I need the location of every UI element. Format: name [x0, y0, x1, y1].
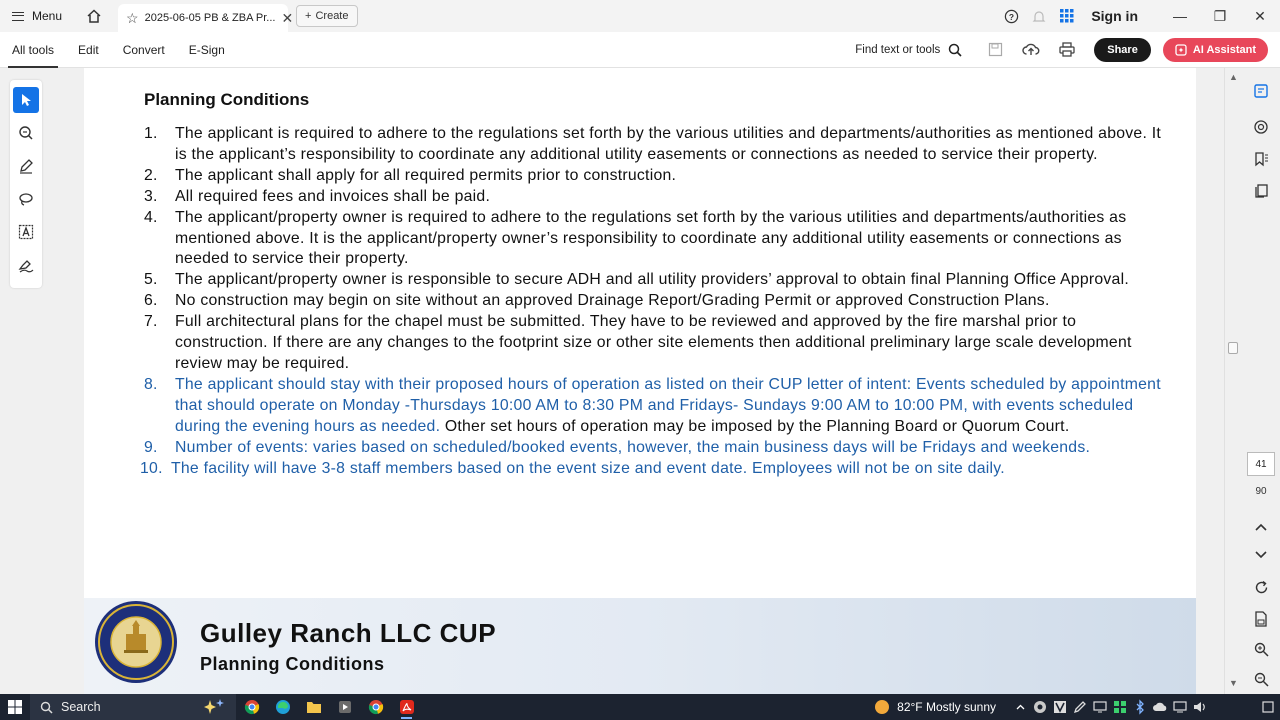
bluetooth-icon[interactable]	[1130, 694, 1150, 720]
apps-grid-icon[interactable]	[1053, 0, 1081, 32]
scroll-up-icon[interactable]: ▲	[1229, 72, 1238, 82]
ai-summary-icon[interactable]	[1250, 80, 1272, 102]
create-button[interactable]	[296, 5, 357, 27]
highlight-pen-icon[interactable]	[13, 153, 39, 179]
sign-in-button[interactable]: Sign in	[1091, 8, 1138, 24]
item-number: 10.	[140, 459, 163, 477]
weather-text: 82°F Mostly sunny	[897, 700, 996, 714]
chevron-up-icon[interactable]	[1250, 516, 1272, 538]
save-icon[interactable]	[980, 35, 1010, 65]
security-tray-icon[interactable]	[1110, 694, 1130, 720]
title-bar	[0, 0, 1280, 32]
item-number: 3.	[144, 187, 158, 205]
item-number: 7.	[144, 313, 158, 331]
banner-title: Gulley Ranch LLC CUP	[200, 618, 497, 648]
taskbar-search-box[interactable]	[30, 694, 236, 720]
hamburger-icon	[12, 12, 24, 21]
star-icon[interactable]: ☆	[126, 9, 139, 26]
plus-icon: +	[305, 10, 312, 22]
home-icon	[86, 8, 102, 24]
pdf-page	[84, 68, 1196, 694]
tab-e-sign[interactable]: E-Sign	[188, 42, 225, 57]
slide-footer-banner	[84, 598, 1196, 694]
ai-assistant-button[interactable]	[1163, 38, 1268, 62]
item-number: 8.	[144, 375, 158, 393]
list-item	[144, 208, 1164, 271]
item-text-plain: Other set hours of operation may be imposed by the Planning Board or Quorum Court.	[440, 417, 1070, 435]
cloud-tray-icon[interactable]	[1150, 694, 1170, 720]
item-text: Full architectural plans for the chapel must be submitted. They have to be reviewed and approved by the fire marshal prior to construction. If there are any changes to the footprint size or other site elements then additional preliminary large scale development review may be required.	[175, 313, 1132, 372]
main-toolbar	[0, 32, 1280, 68]
help-icon[interactable]	[997, 0, 1025, 32]
comment-zoom-icon[interactable]	[13, 120, 39, 146]
chevron-down-icon[interactable]	[1250, 544, 1272, 566]
home-button[interactable]	[78, 0, 110, 32]
list-item	[144, 375, 1164, 438]
item-text: No construction may begin on site without an approved Drainage Report/Grading Permit or approved Construction Plans.	[175, 292, 1050, 310]
ai-sparkle-icon	[1175, 44, 1187, 56]
item-text: Number of events: varies based on scheduled/booked events, however, the main business days will be Fridays and weekends.	[175, 438, 1091, 456]
refresh-icon[interactable]	[1250, 576, 1272, 598]
item-text: The applicant/property owner is responsible to secure ADH and all utility providers’ approval to obtain final Planning Office Approval.	[175, 271, 1129, 289]
tray-app-icon[interactable]	[1030, 694, 1050, 720]
search-label: Search	[61, 700, 101, 714]
search-icon	[948, 43, 962, 57]
item-number: 4.	[144, 208, 158, 226]
list-item	[144, 166, 1164, 187]
list-item	[144, 124, 1164, 166]
find-tools-button[interactable]	[855, 43, 962, 57]
document-tab[interactable]	[118, 4, 294, 32]
file-explorer-taskbar-icon[interactable]	[298, 694, 329, 720]
item-number: 1.	[144, 125, 158, 142]
pages-copy-icon[interactable]	[1250, 180, 1272, 202]
chrome-taskbar-icon-2[interactable]	[360, 694, 391, 720]
system-tray	[873, 694, 1280, 720]
zoom-in-icon[interactable]	[1250, 638, 1272, 660]
page-save-icon[interactable]	[1250, 608, 1272, 630]
volume-icon[interactable]	[1190, 694, 1210, 720]
item-text: The applicant is required to adhere to the regulations set forth by the various utilities and departments/authorities as mentioned above. It is the applicant’s responsibility to coordinate any additional utility easements or connections as needed to service their property.	[175, 125, 1162, 163]
banner-subtitle: Planning Conditions	[200, 654, 385, 674]
tab-edit[interactable]: Edit	[78, 42, 99, 57]
maximize-button[interactable]: ❐	[1213, 7, 1227, 24]
scroll-down-icon[interactable]: ▼	[1229, 678, 1238, 688]
item-text: The applicant/property owner is required to adhere to the regulations set forth by the various utilities and departments/authorities as mentioned above. It is the applicant/property owner’s responsibility to coordinate any additional utility easements or connections as needed to service their property.	[175, 208, 1127, 268]
scroll-thumb[interactable]	[1228, 342, 1238, 354]
tab-all-tools[interactable]: All tools	[0, 32, 66, 68]
item-number: 6.	[144, 292, 158, 310]
page-heading: Planning Conditions	[144, 90, 310, 109]
minimize-button[interactable]: —	[1173, 8, 1187, 24]
zoom-out-icon[interactable]	[1250, 668, 1272, 690]
list-item	[140, 459, 1164, 480]
sun-icon	[873, 698, 891, 716]
conditions-list	[140, 124, 1164, 479]
list-item	[144, 270, 1164, 291]
list-item	[144, 187, 1164, 208]
menu-label: Menu	[32, 9, 63, 23]
ai-assistant-label: AI Assistant	[1192, 43, 1256, 56]
bookmark-icon[interactable]	[1250, 148, 1272, 170]
chevron-up-tray-icon[interactable]	[1010, 694, 1030, 720]
comment-icon[interactable]	[1250, 116, 1272, 138]
search-icon	[40, 701, 53, 714]
item-number: 5.	[144, 271, 158, 289]
network-icon[interactable]	[1170, 694, 1190, 720]
acrobat-taskbar-icon[interactable]	[391, 694, 422, 720]
left-tool-rail	[0, 68, 84, 694]
quick-tools-panel	[10, 80, 42, 288]
edge-taskbar-icon[interactable]	[267, 694, 298, 720]
windows-taskbar	[0, 694, 1280, 720]
select-cursor-icon[interactable]	[13, 87, 39, 113]
cloud-upload-icon[interactable]	[1016, 35, 1046, 65]
current-page-field[interactable]: 41	[1247, 452, 1275, 476]
item-text	[175, 375, 1164, 438]
county-seal-logo	[94, 600, 178, 684]
vertical-scrollbar[interactable]	[1224, 68, 1242, 694]
create-label: Create	[315, 10, 349, 22]
item-number: 9.	[144, 438, 158, 456]
list-item	[144, 438, 1164, 459]
chrome-taskbar-icon[interactable]	[236, 694, 267, 720]
share-button[interactable]: Share	[1094, 38, 1151, 62]
lasso-draw-icon[interactable]	[13, 186, 39, 212]
notification-bell-icon[interactable]	[1025, 0, 1053, 32]
pen-tray-icon[interactable]	[1070, 694, 1090, 720]
close-tab-icon[interactable]: ✕	[281, 9, 294, 26]
windows-start-icon[interactable]	[0, 694, 30, 720]
tab-label: 2025-06-05 PB & ZBA Pr...	[144, 12, 276, 24]
item-number: 2.	[144, 166, 158, 184]
item-text: The facility will have 3-8 staff members based on the event size and event date. Employees will not be on site daily.	[171, 459, 1005, 477]
menu-button[interactable]	[0, 0, 72, 32]
display-tray-icon[interactable]	[1090, 694, 1110, 720]
item-text: The applicant shall apply for all required permits prior to construction.	[175, 166, 677, 184]
right-tool-rail	[1242, 68, 1280, 694]
media-taskbar-icon[interactable]	[329, 694, 360, 720]
close-window-button[interactable]: ✕	[1254, 7, 1266, 24]
notification-center-icon[interactable]	[1256, 694, 1280, 720]
print-icon[interactable]	[1052, 35, 1082, 65]
clock-area[interactable]	[1210, 694, 1256, 720]
weather-widget[interactable]	[873, 698, 996, 716]
svg-text:?: ?	[1008, 11, 1014, 22]
list-item	[144, 312, 1164, 375]
tab-convert[interactable]: Convert	[122, 42, 165, 57]
copilot-sparkle-icon	[202, 698, 228, 716]
vpn-tray-icon[interactable]	[1050, 694, 1070, 720]
total-pages: 90	[1255, 486, 1267, 497]
item-text-highlighted: The applicant should stay with their proposed hours of operation as listed on their CUP letter of intent: Events scheduled by appointment that should operate on Monday -Thursdays 10:00 AM to 8:30 PM and Fridays- Sundays 9:00 AM to 10:00 PM, with events scheduled during the evening hours as needed.	[175, 375, 1161, 435]
item-text: All required fees and invoices shall be paid.	[175, 187, 491, 205]
sign-pen-icon[interactable]	[13, 252, 39, 278]
find-label: Find text or tools	[855, 43, 941, 56]
text-box-icon[interactable]	[13, 219, 39, 245]
list-item	[144, 291, 1164, 312]
